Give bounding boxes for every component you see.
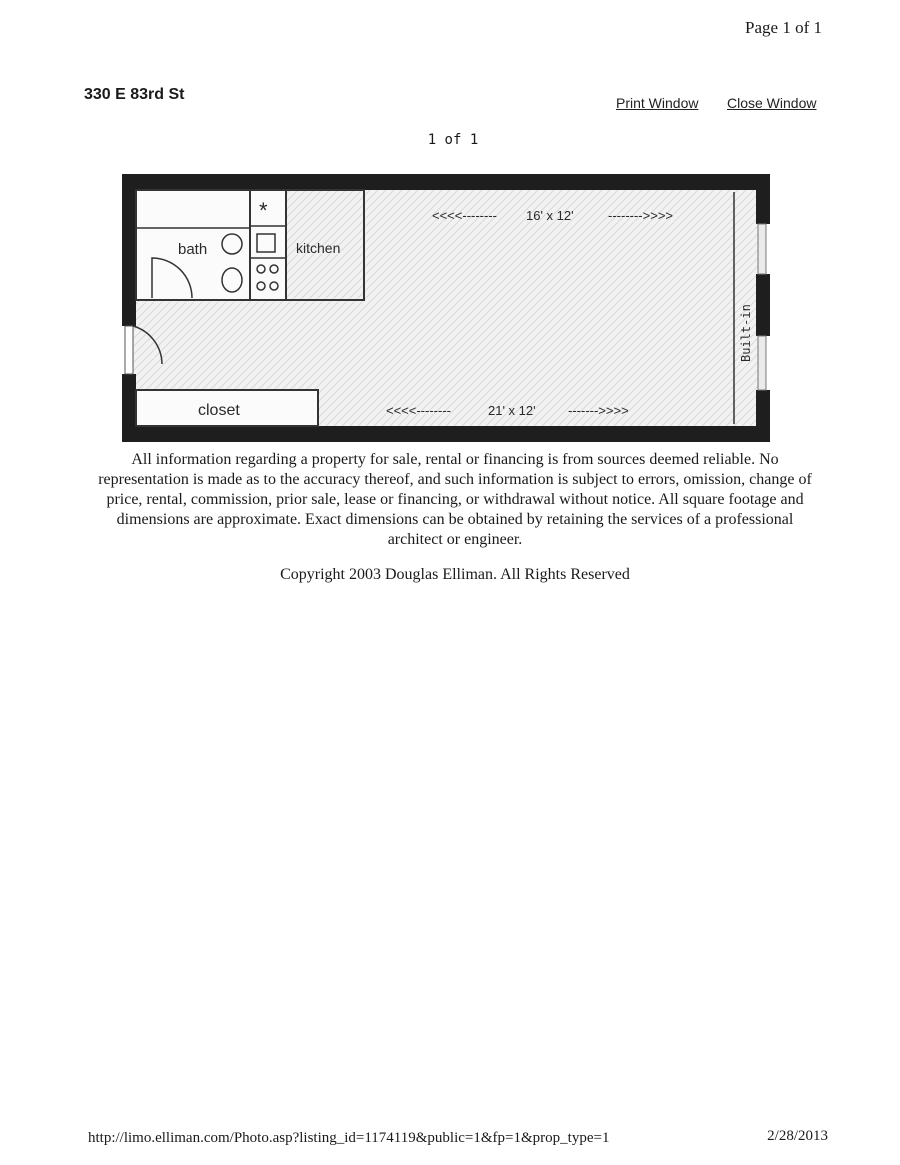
page-title: 330 E 83rd St [84, 86, 185, 103]
print-window-link[interactable]: Print Window [616, 95, 699, 111]
kitchen-counter [250, 190, 286, 300]
right-wall-lower [756, 390, 770, 442]
disclaimer-text: All information regarding a property for sale, rental or financing is from sources deemed reliable. No representation is made as to the accuracy thereof, and such information is subject to errors, omission, change of price, rental, commission, prior sale, lease or financing, or withdrawal without notice. All square footage and dimensions are approximate. Exact dimensions can be obtained by retaining the services of a professional architect or engineer. [98, 451, 812, 548]
window [758, 336, 766, 390]
entry-door [125, 326, 133, 374]
footer-date: 2/28/2013 [767, 1128, 828, 1144]
window [758, 224, 766, 274]
upper-right-arrow: -------->>>> [608, 208, 673, 223]
photo-counter: 1 of 1 [427, 132, 479, 148]
upper-dimension-label: 16' x 12' [526, 208, 574, 223]
upper-left-arrow: <<<<-------- [432, 208, 497, 223]
close-window-link[interactable]: Close Window [727, 95, 817, 111]
lower-dimension-label: 21' x 12' [488, 403, 536, 418]
closet-label: closet [198, 402, 240, 419]
lower-right-arrow: ------->>>> [568, 403, 629, 418]
bath-label: bath [178, 241, 208, 258]
copyright-text: Copyright 2003 Douglas Elliman. All Rights Reserved [280, 566, 630, 583]
right-wall-upper [756, 174, 770, 224]
footer-url: http://limo.elliman.com/Photo.asp?listing_id=1174119&public=1&fp=1&prop_type=1 [88, 1130, 610, 1146]
floor-plan [122, 174, 772, 444]
left-wall-upper [122, 174, 136, 326]
fridge-icon: * [259, 198, 268, 223]
built-in-label: Built-in [739, 304, 753, 362]
lower-left-arrow: <<<<-------- [386, 403, 451, 418]
bottom-wall [122, 426, 770, 442]
page-label: Page 1 of 1 [745, 18, 822, 37]
right-wall-middle [756, 274, 770, 336]
top-wall [122, 174, 770, 190]
kitchen-label: kitchen [296, 240, 341, 256]
left-wall-lower [122, 374, 136, 442]
